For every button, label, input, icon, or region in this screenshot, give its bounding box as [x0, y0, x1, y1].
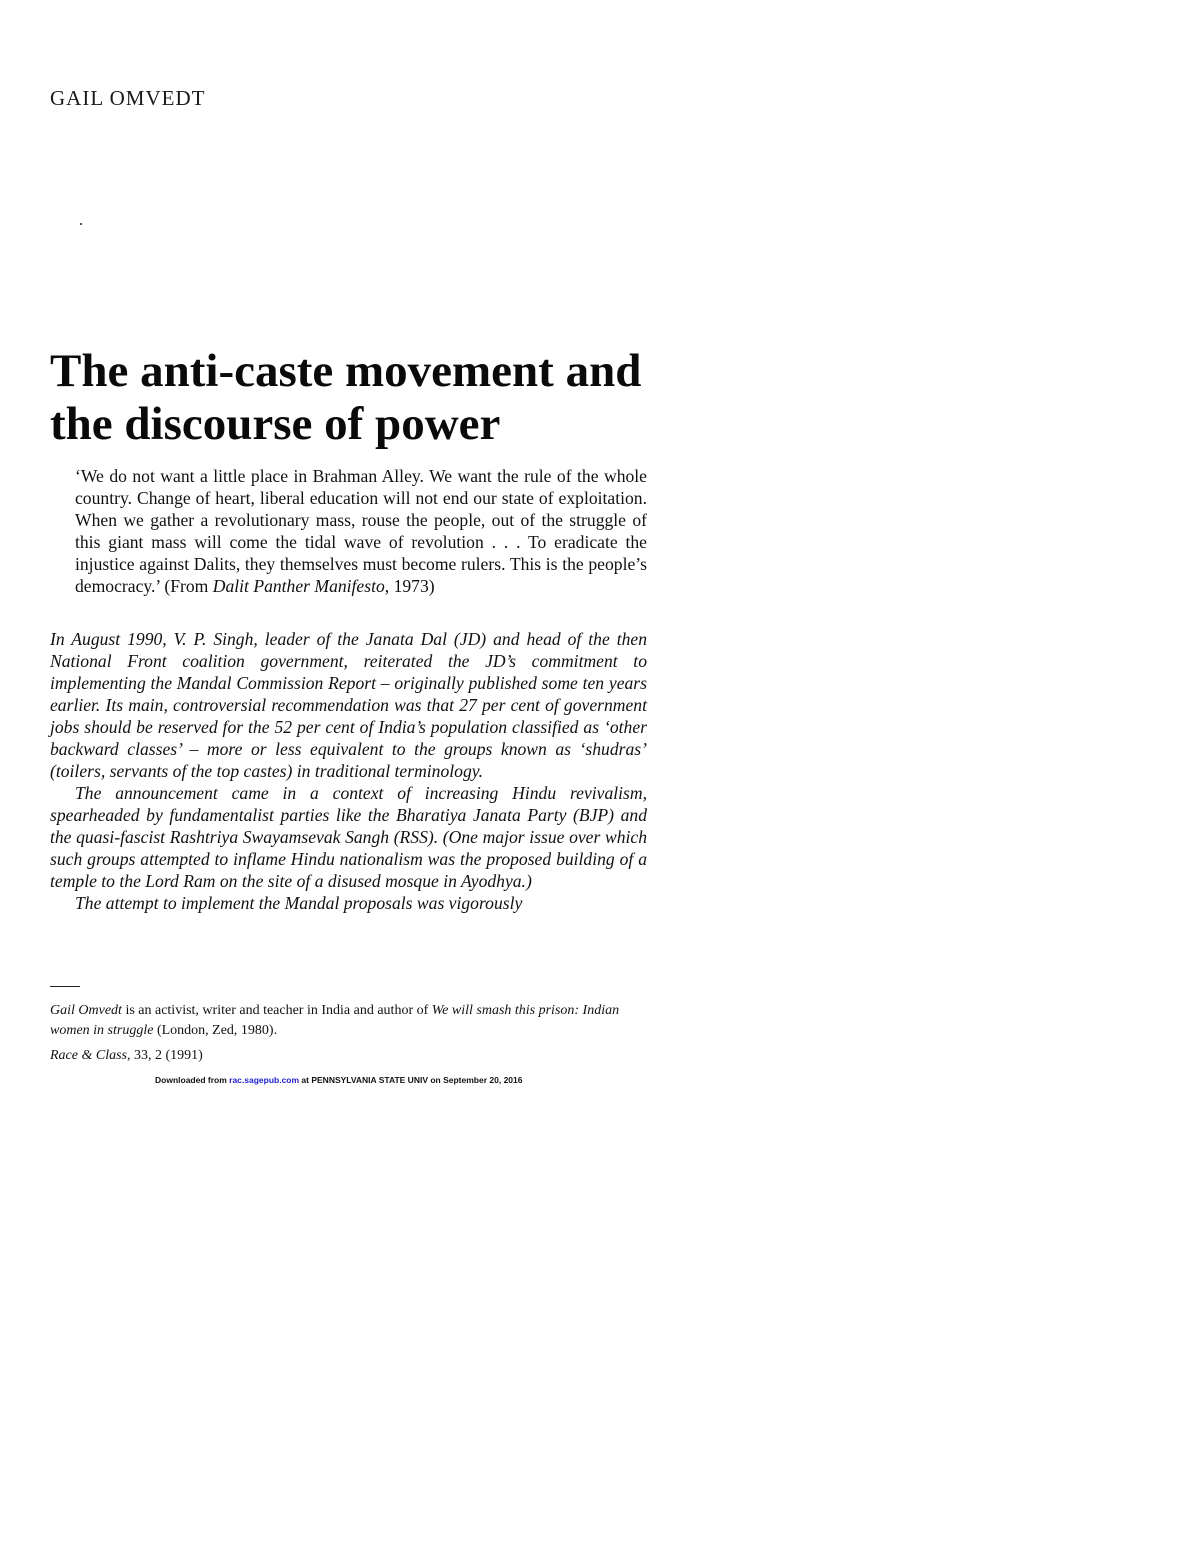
journal-issue: , 33, 2 (1991) [127, 1048, 203, 1063]
print-speck [80, 223, 82, 225]
title-line-1: The anti-caste movement and [50, 345, 642, 397]
body-paragraph-2: The announcement came in a context of increasing Hindu revivalism, spearheaded by fundamentalist parties like the Bharatiya Janata Party (BJP) and the quasi-fascist Rashtriya Swayamsevak Sangh (RSS). (One major issue over which such groups attempted to inflame Hindu nationalism was the proposed building of a temple to the Lord Ram on the site of a disused mosque in Ayodhya.) [50, 783, 647, 891]
body-paragraph-3: The attempt to implement the Mandal proposals was vigorously [75, 893, 523, 913]
download-prefix: Downloaded from [155, 1075, 230, 1085]
epigraph-quote [75, 465, 647, 597]
epigraph-source-title: Dalit Panther Manifesto [212, 576, 385, 596]
article-title [50, 345, 670, 451]
journal-citation [50, 1046, 203, 1066]
epigraph-text: ‘We do not want a little place in Brahman Alley. We want the rule of the whole country. Change of heart, liberal education will not end our state of exploitation. When we gather a revolutionary mass, rouse the people, out of the struggle of this giant mass will come the tidal wave of revolution . . . To eradicate the injustice against Dalits, they themselves must become rulers. This is the people’s democracy.’ (From [75, 466, 647, 596]
running-header-author: GAIL OMVEDT [50, 86, 206, 110]
body-paragraph-1: In August 1990, V. P. Singh, leader of the Janata Dal (JD) and head of the then National Front coalition government, reiterated the JD’s commitment to implementing the Mandal Commission Report – originally published some ten years earlier. Its main, controversial recommendation was that 27 per cent of government jobs should be reserved for the 52 per cent of India’s population classified as ‘other backward classes’ – more or less equivalent to the groups known as ‘shudras’ (toilers, servants of the top castes) in traditional terminology. [50, 629, 647, 781]
journal-name: Race & Class [50, 1048, 127, 1063]
download-notice [155, 1075, 522, 1085]
author-footnote [50, 1001, 647, 1041]
download-suffix: at PENNSYLVANIA STATE UNIV on September 20, 2016 [299, 1075, 523, 1085]
footnote-publication: (London, Zed, 1980). [153, 1023, 278, 1038]
title-line-2: the discourse of power [50, 398, 501, 450]
footnote-book-title: We will smash this prison: Indian women in struggle [50, 1003, 620, 1038]
epigraph-source-year: , 1973) [384, 576, 435, 596]
footnote-divider [50, 986, 80, 987]
footnote-author-name: Gail Omvedt [50, 1003, 122, 1018]
footnote-text: is an activist, writer and teacher in India and author of [121, 1003, 432, 1018]
download-link[interactable]: rac.sagepub.com [229, 1075, 300, 1085]
article-body [50, 628, 647, 914]
